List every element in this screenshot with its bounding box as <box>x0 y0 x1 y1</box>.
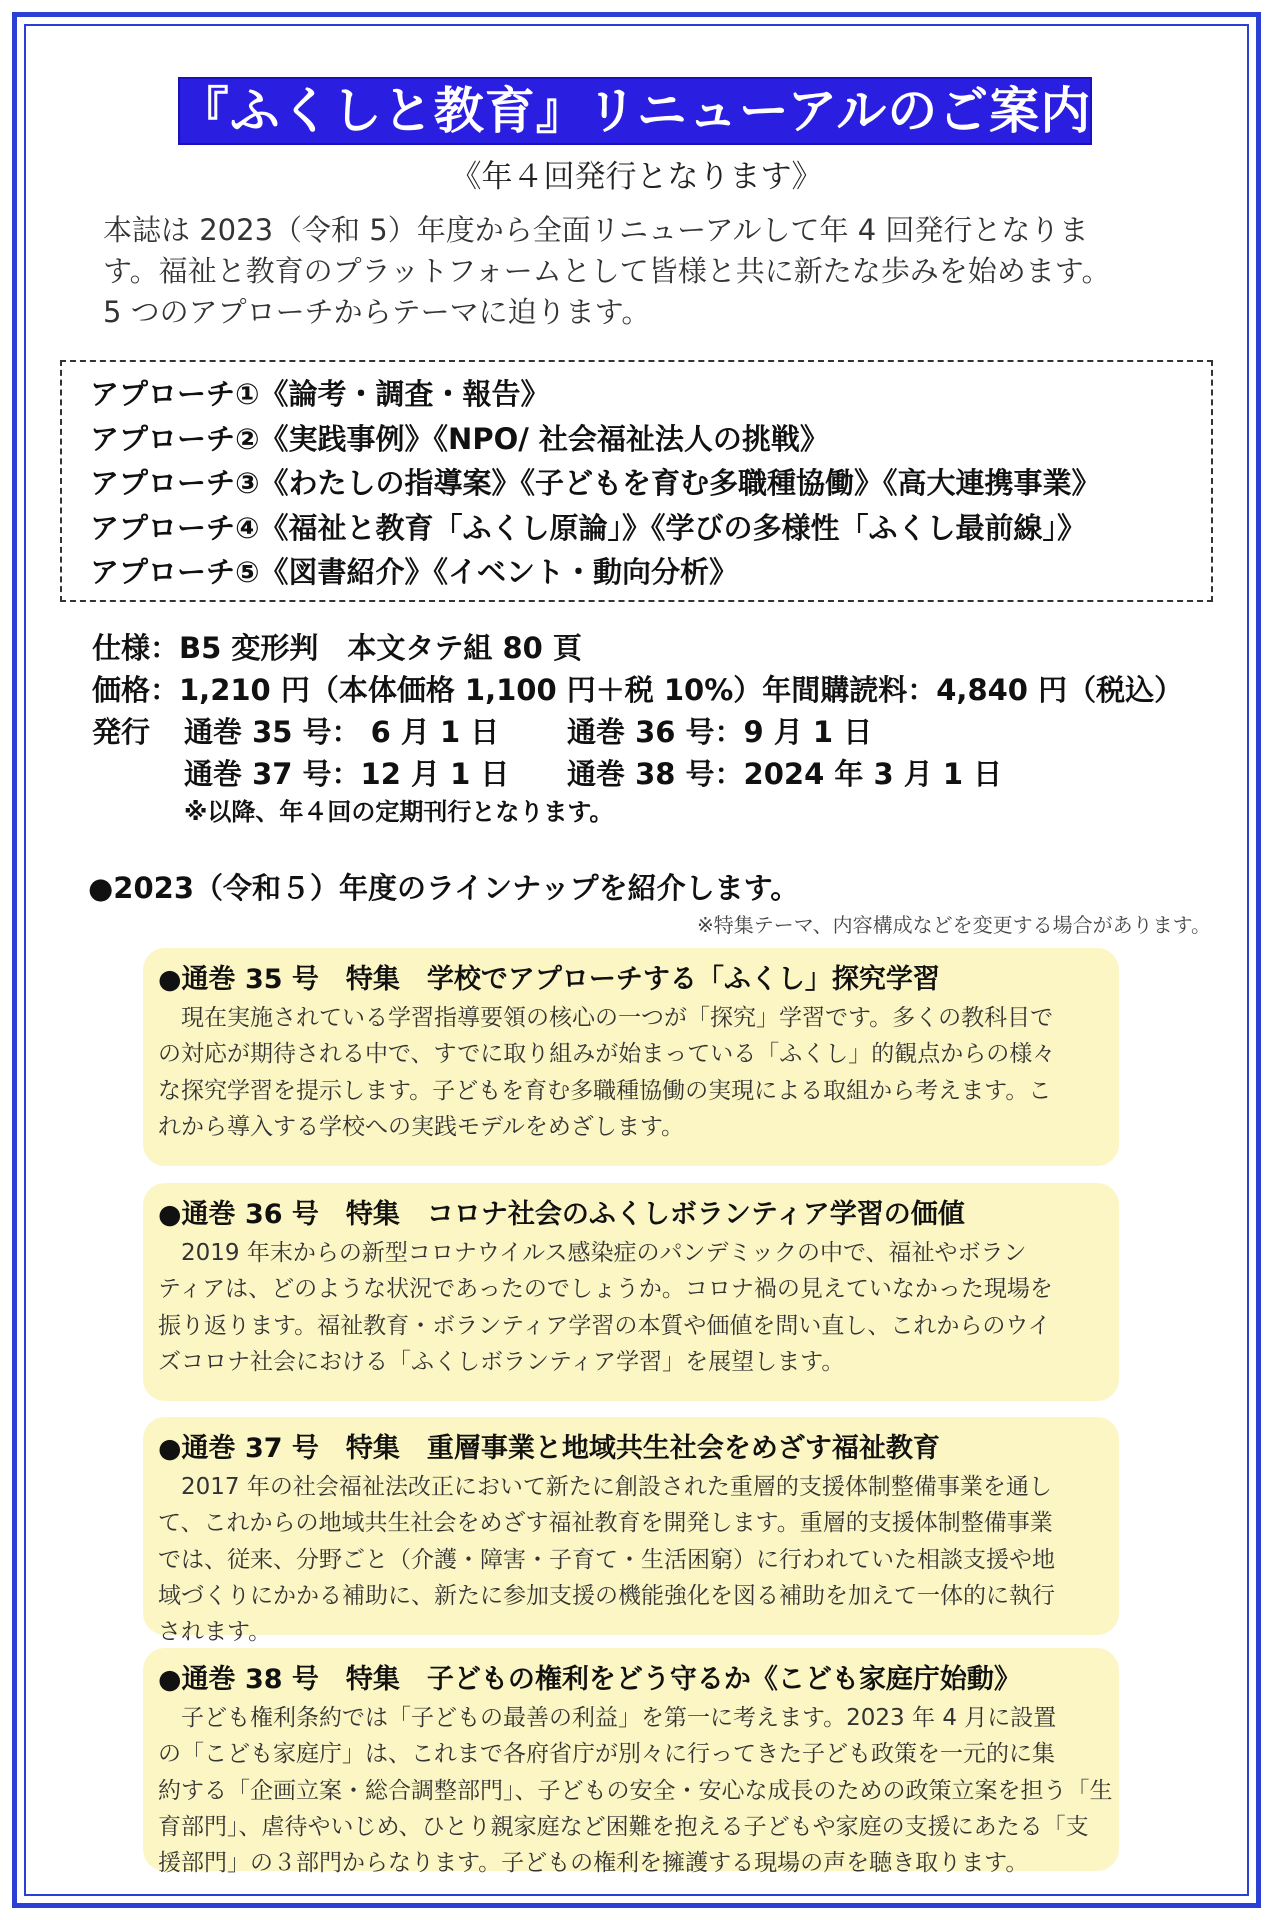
issue-schedule-row <box>92 753 1212 795</box>
card-line: の「こども家庭庁」は、これまで各府省庁が別々に行ってきた子ども政策を一元的に集 <box>158 1741 1055 1768</box>
issue-date: 通巻 35 号： 6 月 1 日 <box>184 715 500 749</box>
intro-line: す。福祉と教育のプラットフォームとして皆様と共に新たな歩みを始めます。 <box>103 254 1111 288</box>
page-title: 『ふくしと教育』リニューアルのご案内 <box>178 77 1092 145</box>
card-body <box>158 1469 1105 1650</box>
card-line: ティアは、どのような状況であったのでしょうか。コロナ禍の見えていなかった現場を <box>158 1276 1053 1303</box>
issue-date: 通巻 37 号：12 月 1 日 <box>184 757 510 791</box>
card-line: 振り返ります。福祉教育・ボランティア学習の本質や価値を問い直し、これからのウイ <box>158 1312 1051 1339</box>
card-line: 約する「企画立案・総合調整部門」、子どもの安全・安心な成長のための政策立案を担う「生 <box>158 1777 1113 1804</box>
card-line: ズコロナ社会における「ふくしボランティア学習」を展望します。 <box>158 1348 845 1375</box>
card-line: 育部門」、虐待やいじめ、ひとり親家庭など困難を抱える子どもや家庭の支援にあたる「支 <box>158 1813 1089 1840</box>
card-line: 援部門」の３部門からなります。子どもの権利を擁護する現場の声を聴き取ります。 <box>158 1850 1029 1877</box>
issue-card-36 <box>143 1183 1119 1401</box>
issue-schedule-row <box>92 711 1212 753</box>
card-title: ●通巻 35 号 特集 学校でアプローチする「ふくし」探究学習 <box>158 964 940 995</box>
approach-item: アプローチ②《実践事例》《NPO/ 社会福祉法人の挑戦》 <box>90 421 829 456</box>
card-title: ●通巻 38 号 特集 子どもの権利をどう守るか《こども家庭庁始動》 <box>158 1664 1021 1695</box>
card-body <box>158 1700 1113 1881</box>
card-line: れから導入する学校への実践モデルをめざします。 <box>158 1113 685 1140</box>
spec-price: 価格：1,210 円（本体価格 1,100 円＋税 10%）年間購読料：4,840 円（税込） <box>92 673 1184 707</box>
card-line: 子ども権利条約では「子どもの最善の利益」を第一に考えます。2023 年 4 月に設置 <box>158 1705 1057 1731</box>
approach-item: アプローチ⑤《図書紹介》《イベント・動向分析》 <box>90 555 739 589</box>
card-line: 2017 年の社会福祉法改正において新たに創設された重層的支援体制整備事業を通し <box>158 1474 1052 1500</box>
issue-date: 通巻 36 号：9 月 1 日 <box>567 715 873 749</box>
issue-note: ※以降、年４回の定期刊行となります。 <box>184 798 614 826</box>
approach-list <box>60 360 1213 602</box>
card-body <box>158 1000 1105 1145</box>
issue-label: 発行 <box>92 715 151 749</box>
issue-card-37 <box>143 1417 1119 1646</box>
card-line: 現在実施されている学習指導要領の核心の一つが「探究」学習です。多くの教科目で <box>158 1005 1054 1031</box>
approach-item: アプローチ①《論考・調査・報告》 <box>90 377 550 411</box>
approach-item: アプローチ③《わたしの指導案》《子どもを育む多職種協働》《高大連携事業》 <box>90 466 1101 500</box>
intro-line: 5 つのアプローチからテーマに迫ります。 <box>103 295 651 329</box>
approach-item: アプローチ④《福祉と教育「ふくし原論」》《学びの多様性「ふくし最前線」》 <box>90 510 1087 545</box>
card-line: されます。 <box>158 1619 272 1646</box>
intro-text <box>103 210 1163 333</box>
card-line: の対応が期待される中で、すでに取り組みが始まっている「ふくし」的観点からの様々 <box>158 1041 1056 1068</box>
issue-card-38 <box>143 1648 1119 1877</box>
card-title: ●通巻 37 号 特集 重層事業と地域共生社会をめざす福祉教育 <box>158 1433 940 1464</box>
page-subtitle: 《年４回発行となります》 <box>450 159 823 195</box>
issue-card-35 <box>143 948 1119 1166</box>
card-line: な探究学習を提示します。子どもを育む多職種協働の実現による取組から考えます。こ <box>158 1077 1052 1104</box>
card-line: では、従来、分野ごと（介護・障害・子育て・生活困窮）に行われていた相談支援や地 <box>158 1546 1055 1573</box>
card-title: ●通巻 36 号 特集 コロナ社会のふくしボランティア学習の価値 <box>158 1199 965 1230</box>
lineup-note: ※特集テーマ、内容構成などを変更する場合があります。 <box>697 913 1211 937</box>
spec-format: 仕様：B5 変形判 本文タテ組 80 頁 <box>92 631 582 665</box>
card-line: 域づくりにかかる補助に、新たに参加支援の機能強化を図る補助を加えて一体的に執行 <box>158 1582 1055 1609</box>
card-line: て、これからの地域共生社会をめざす福祉教育を開発します。重層的支援体制整備事業 <box>158 1510 1053 1537</box>
intro-line: 本誌は 2023（令和 5）年度から全面リニューアルして年 4 回発行となりま <box>103 213 1089 247</box>
issue-date: 通巻 38 号：2024 年 3 月 1 日 <box>567 757 1003 791</box>
card-body <box>158 1235 1105 1380</box>
card-line: 2019 年末からの新型コロナウイルス感染症のパンデミックの中で、福祉やボラン <box>158 1240 1027 1266</box>
spec-section <box>92 627 1212 829</box>
lineup-heading: ●2023（令和５）年度のラインナップを紹介します。 <box>88 871 800 905</box>
